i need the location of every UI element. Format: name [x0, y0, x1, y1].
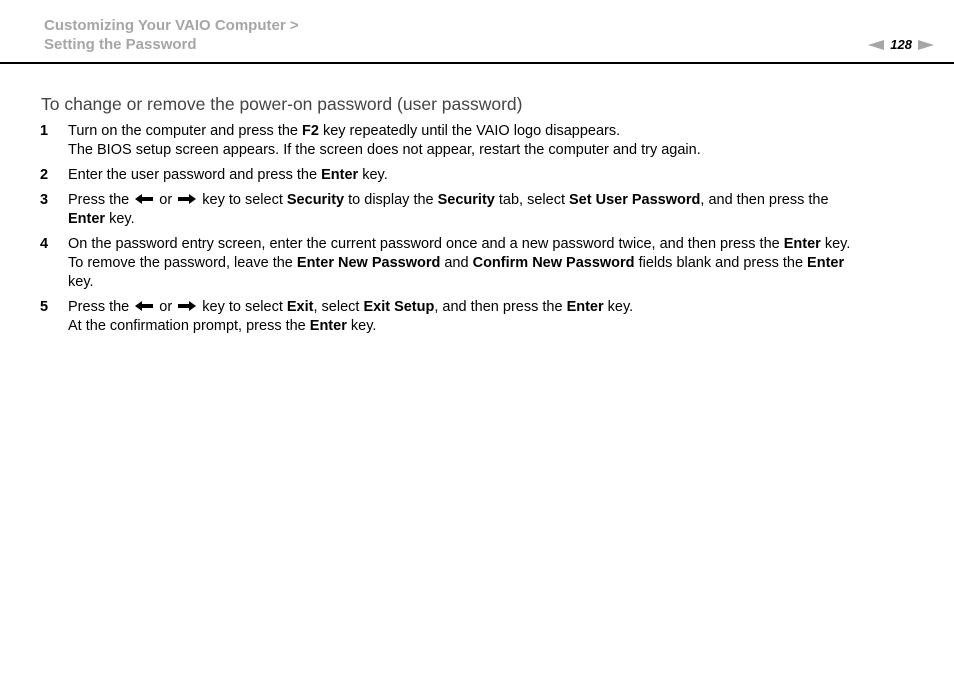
step-text: Turn on the computer and press the — [68, 123, 303, 139]
step-text: key to select — [198, 299, 287, 315]
step-text: , and then press the — [434, 299, 567, 315]
step-text: or — [155, 192, 177, 208]
step-text: fields blank and press the — [634, 255, 808, 271]
step-3 — [40, 191, 920, 229]
step-text: Press the — [68, 192, 134, 208]
step-number: 3 — [40, 192, 49, 208]
step-body — [68, 235, 920, 292]
step-text: key. — [820, 236, 851, 252]
prev-page-icon[interactable] — [868, 40, 884, 50]
step-number: 1 — [40, 123, 49, 139]
section-title: To change or remove the power-on password (user password) — [41, 94, 523, 114]
breadcrumb-chapter[interactable]: Customizing Your VAIO Computer > — [44, 17, 299, 34]
step-text: On the password entry screen, enter the current password once and a new password twice, and then press the — [68, 236, 784, 252]
tab-security: Security — [437, 192, 495, 208]
key-enter: Enter — [68, 211, 106, 227]
step-text: tab, select — [494, 192, 570, 208]
step-text: key. — [68, 274, 94, 290]
step-body — [68, 191, 920, 229]
next-page-icon[interactable] — [918, 40, 934, 50]
step-text: key. — [358, 167, 388, 183]
steps-list — [40, 122, 920, 342]
step-text: and — [440, 255, 473, 271]
step-4 — [40, 235, 920, 292]
step-text: to display the — [344, 192, 438, 208]
step-text: key repeatedly until the VAIO logo disappears. — [318, 123, 621, 139]
field-confirm-new-password: Confirm New Password — [472, 255, 635, 271]
step-text: key to select — [198, 192, 287, 208]
step-text: key. — [105, 211, 135, 227]
menu-security: Security — [286, 192, 345, 208]
key-enter: Enter — [321, 167, 359, 183]
step-text: or — [155, 299, 177, 315]
step-body — [68, 298, 920, 336]
step-body — [68, 166, 920, 185]
header-divider — [0, 62, 954, 64]
step-text: At the confirmation prompt, press the — [68, 318, 310, 334]
step-text: Enter the user password and press the — [68, 167, 322, 183]
step-text: key. — [346, 318, 377, 334]
step-text: Press the — [68, 299, 134, 315]
menu-exit-setup: Exit Setup — [363, 299, 435, 315]
left-arrow-key-icon — [135, 194, 153, 204]
step-text: , and then press the — [700, 192, 829, 208]
breadcrumb — [44, 16, 299, 54]
step-1 — [40, 122, 920, 160]
right-arrow-key-icon — [178, 194, 196, 204]
left-arrow-key-icon — [135, 301, 153, 311]
key-f2: F2 — [302, 123, 319, 139]
step-text: To remove the password, leave the — [68, 255, 297, 271]
step-body — [68, 122, 920, 160]
step-number: 4 — [40, 236, 49, 252]
key-enter: Enter — [783, 236, 821, 252]
step-2 — [40, 166, 920, 185]
page-number: 128 — [890, 37, 912, 52]
menu-set-user-password: Set User Password — [569, 192, 701, 208]
page-navigator — [868, 37, 934, 52]
step-text: key. — [603, 299, 634, 315]
menu-exit: Exit — [286, 299, 314, 315]
breadcrumb-section[interactable]: Setting the Password — [44, 36, 197, 53]
right-arrow-key-icon — [178, 301, 196, 311]
key-enter: Enter — [807, 255, 845, 271]
key-enter: Enter — [309, 318, 347, 334]
step-note: The BIOS setup screen appears. If the screen does not appear, restart the computer and try again. — [68, 142, 701, 158]
step-5 — [40, 298, 920, 336]
step-number: 5 — [40, 299, 49, 315]
key-enter: Enter — [566, 299, 604, 315]
field-enter-new-password: Enter New Password — [296, 255, 441, 271]
step-text: , select — [313, 299, 364, 315]
step-number: 2 — [40, 167, 49, 183]
